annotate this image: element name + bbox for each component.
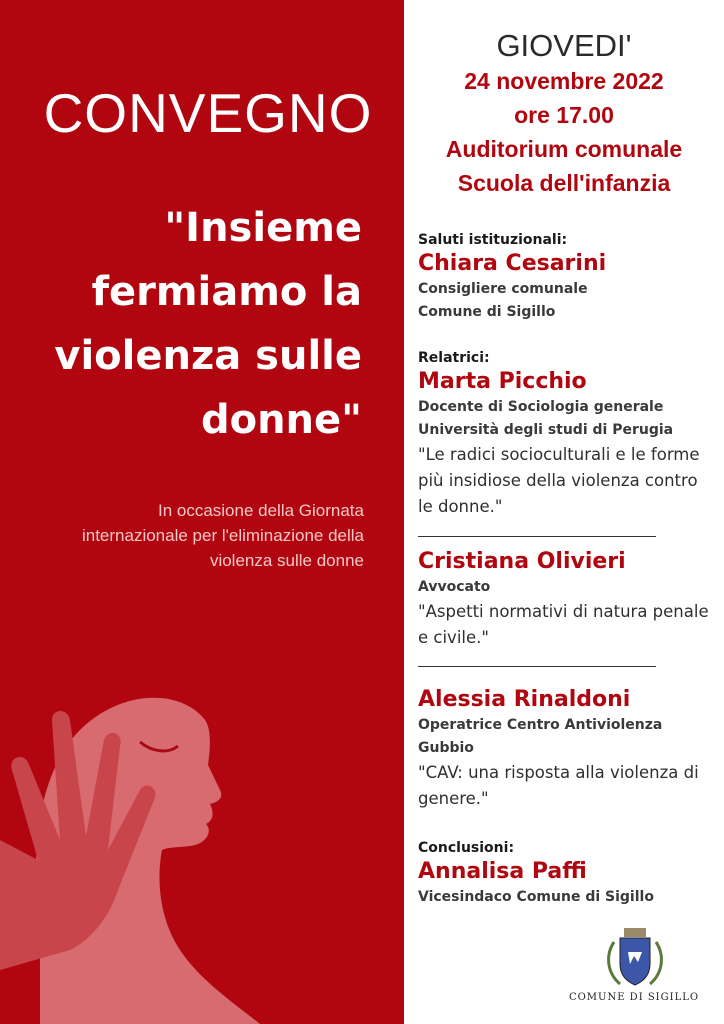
speakers-label: Relatrici: <box>418 350 490 366</box>
coat-wreath-left <box>609 942 620 984</box>
speaker-role: Università degli studi di Perugia <box>418 422 674 438</box>
occasion-text <box>24 498 364 573</box>
speaker-section-3 <box>418 686 724 812</box>
speaker-name: Cristiana Olivieri <box>418 549 626 574</box>
info-panel <box>404 0 724 1024</box>
conclusions-role: Vicesindaco Comune di Sigillo <box>418 889 654 905</box>
title-line: violenza sulle <box>54 333 362 379</box>
occasion-line: violenza sulle donne <box>209 551 364 570</box>
speaker-role: Docente di Sociologia generale <box>418 399 664 415</box>
speaker-talk-line: genere." <box>418 789 489 808</box>
coat-wreath-right <box>650 942 661 984</box>
convegno-heading: CONVEGNO <box>43 82 373 144</box>
event-details <box>404 64 724 200</box>
speaker-role: Operatrice Centro Antiviolenza <box>418 717 663 733</box>
event-title <box>2 196 362 452</box>
divider <box>418 666 656 667</box>
event-venue-sub: Scuola dell'infanzia <box>457 170 671 196</box>
greetings-section <box>418 230 724 324</box>
coat-of-arms-icon <box>600 922 670 992</box>
event-venue: Auditorium comunale <box>445 136 683 162</box>
speaker-talk-line: "Le radici socioculturali e le forme <box>418 445 700 464</box>
divider <box>418 536 656 537</box>
conclusions-label: Conclusioni: <box>418 840 515 856</box>
speaker-talk-line: "Aspetti normativi di natura penale <box>418 602 709 621</box>
coat-shield <box>620 938 650 985</box>
occasion-line: internazionale per l'eliminazione della <box>81 526 364 545</box>
title-line: fermiamo la <box>91 269 362 315</box>
event-date: 24 novembre 2022 <box>464 68 664 94</box>
comune-logo-text: COMUNE DI SIGILLO <box>568 992 700 1003</box>
conclusions-section <box>418 838 724 909</box>
speaker-talk-line: più insidiose della violenza contro <box>418 471 698 490</box>
event-time: ore 17.00 <box>514 102 614 128</box>
title-line: "Insieme <box>164 205 362 251</box>
speaker-section-2 <box>418 548 724 651</box>
greetings-label: Saluti istituzionali: <box>418 232 568 248</box>
speaker-role: Gubbio <box>418 740 474 756</box>
greetings-role: Comune di Sigillo <box>418 304 556 320</box>
face-hand-illustration <box>0 650 404 1024</box>
speaker-section-1 <box>418 348 724 520</box>
greetings-role: Consigliere comunale <box>418 281 588 297</box>
event-day: GIOVEDI' <box>496 28 632 63</box>
title-line: donne" <box>200 397 362 443</box>
coat-crown <box>624 928 646 937</box>
speaker-talk-line: le donne." <box>418 497 503 516</box>
conclusions-name: Annalisa Paffi <box>418 859 587 884</box>
occasion-line: In occasione della Giornata <box>157 501 364 520</box>
speaker-name: Alessia Rinaldoni <box>418 687 631 712</box>
speaker-talk-line: "CAV: una risposta alla violenza di <box>418 763 699 782</box>
speaker-talk-line: e civile." <box>418 628 489 647</box>
speaker-name: Marta Picchio <box>418 369 587 394</box>
speaker-role: Avvocato <box>418 579 491 595</box>
greetings-name: Chiara Cesarini <box>418 251 607 276</box>
